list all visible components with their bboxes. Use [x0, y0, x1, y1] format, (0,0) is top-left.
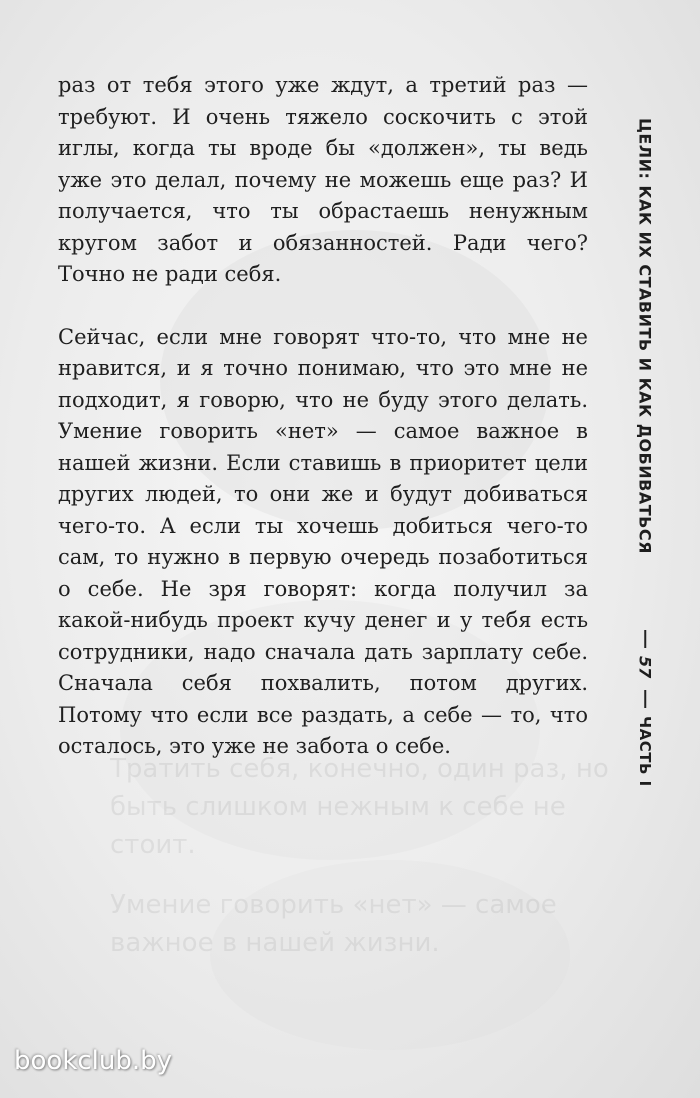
- page-number-rule-bottom: [644, 690, 646, 708]
- bleed-through-text: [110, 750, 630, 962]
- paragraph-1: раз от тебя этого уже ждут, а третий раз — требуют. И очень тяжело соскочить с этой иглы, когда ты вроде бы «должен», ты ведь уже это делал, почему не можешь еще раз? И получается, что ты обрастаешь ненужным кругом забот и обязанностей. Ради чего? Точно не ради себя.: [58, 73, 588, 286]
- bleed-line-1: Тратить себя, конечно, один раз, но быть слишком нежным к себе не стоит.: [110, 754, 609, 860]
- page-number-rule-top: [644, 630, 646, 648]
- body-text: [58, 70, 588, 763]
- side-margin: [615, 118, 675, 878]
- page-number: 57: [635, 656, 655, 679]
- running-head: ЦЕЛИ: КАК ИХ СТАВИТЬ И КАК ДОБИВАТЬСЯ: [635, 118, 655, 554]
- watermark: bookclub.by: [14, 1046, 173, 1076]
- bleed-line-2: Умение говорить «нет» — самое важное в нашей жизни.: [110, 890, 557, 958]
- paragraph-2: Сейчас, если мне говорят что-то, что мне не нравится, и я точно понимаю, что это мне не подходит, я говорю, что не буду этого делать. Умение говорить «нет» — самое важное в нашей жизни. Если ставишь в приоритет цели других людей, то они же и будут добиваться чего-то. А если ты хочешь добиться чего-то сам, то нужно в первую очередь позаботиться о себе. Не зря говорят: когда получил за какой-нибудь проект кучу денег и у тебя есть сотрудники, надо сначала дать зарплату себе. Сначала себя похвалить, потом других. Потому что если все раздать, а себе — то, что осталось, это уже не забота о себе.: [58, 324, 588, 758]
- part-label: ЧАСТЬ I: [636, 716, 654, 787]
